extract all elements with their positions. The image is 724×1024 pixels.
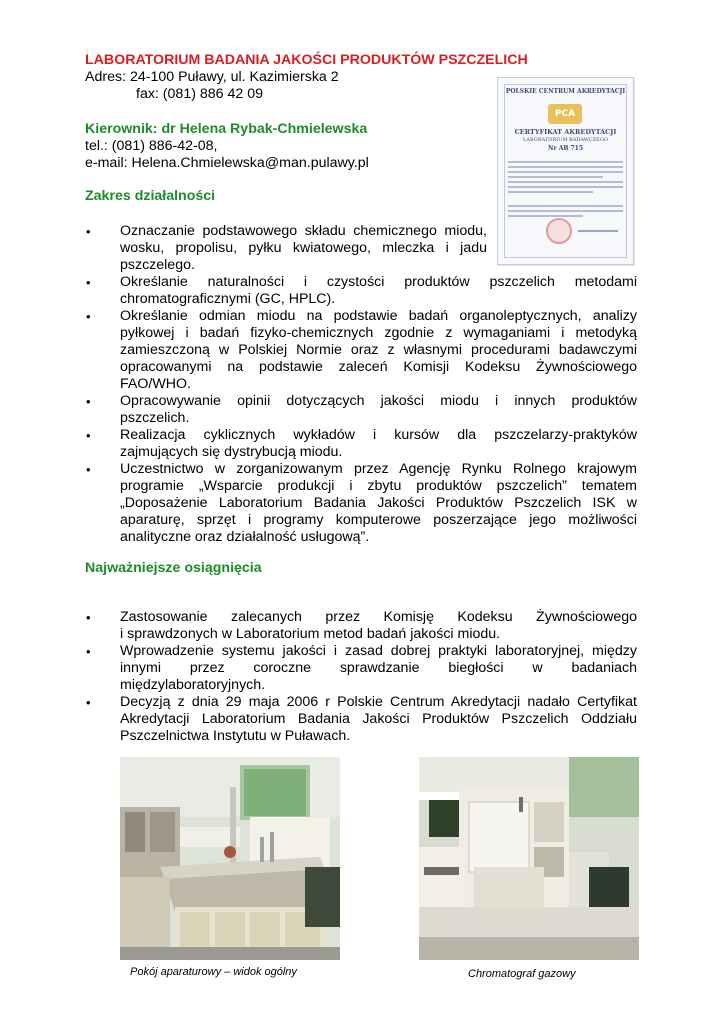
lab-title: LABORATORIUM BADANIA JAKOŚCI PRODUKTÓW PSZCZELICH	[85, 52, 528, 68]
scope-item-line: Opracowywanie opinii dotyczących jakości miodu i innych produktów	[120, 393, 637, 409]
scope-item-line: Określanie naturalności i czystości produktów pszczelich metodami	[120, 274, 637, 290]
achievements-heading: Najważniejsze osiągnięcia	[85, 560, 262, 576]
scope-item-line: pszczelego.	[120, 257, 195, 273]
certificate-title: CERTYFIKAT AKREDYTACJI	[514, 128, 617, 136]
scope-item-line: zajmujących się dystrybucją miodu.	[120, 444, 343, 460]
scope-item-line: analityczne oraz działalność usługową”.	[120, 529, 370, 545]
scope-item-line: Realizacja cyklicznych wykładów i kursów dla pszczelarzy-praktyków	[120, 427, 637, 443]
scope-item-line: programie „Wsparcie produkcji i zbytu produktów pszczelich” tematem	[120, 478, 637, 494]
gas-chromatograph-photo	[419, 757, 639, 960]
scope-item-line: pyłkowej i badań fizyko-chemicznych zgodnie z wymaganiami i metodyką	[120, 325, 637, 341]
manager: Kierownik: dr Helena Rybak-Chmielewska	[85, 121, 368, 137]
certificate-subtitle: LABORATORIUM BADAWCZEGO	[523, 137, 608, 143]
certificate-seal	[546, 218, 572, 244]
achievements-item-line: i sprawdzonych w Laboratorium metod badań jakości miodu.	[120, 626, 501, 642]
address: Adres: 24-100 Puławy, ul. Kazimierska 2	[85, 69, 339, 85]
achievements-item-line: Akredytacji Laboratorium Badania Jakości Produktów Pszczelich Oddziału	[120, 711, 637, 727]
scope-item-line: FAO/WHO.	[120, 376, 191, 392]
apparatus-room-photo	[120, 757, 340, 960]
email: e-mail: Helena.Chmielewska@man.pulawy.pl	[85, 155, 369, 171]
fax: fax: (081) 886 42 09	[136, 86, 263, 102]
accreditation-certificate-image	[497, 77, 634, 265]
scope-item-line: „Doposażenie Laboratorium Badania Jakości Produktów Pszczelich ISK w	[120, 495, 637, 511]
scope-item	[120, 308, 637, 393]
certificate-signature-line	[578, 230, 618, 232]
scope-item-line: opracowanymi na podstawie zaleceń Komisji Kodeksu Żywnościowego	[120, 359, 637, 375]
scope-item	[120, 393, 637, 427]
scope-item-line: pszczelich.	[120, 410, 190, 426]
photo-caption-left: Pokój aparaturowy – widok ogólny	[130, 966, 297, 978]
scope-item-line: zamieszczoną w Polskiej Normie oraz z własnymi procedurami badawczymi	[120, 342, 637, 358]
scope-heading: Zakres działalności	[85, 188, 216, 204]
scope-item-line: chromatograficznymi (GC, HPLC).	[120, 291, 336, 307]
scope-item-line: Uczestnictwo w zorganizowanym przez Agencję Rynku Rolnego krajowym	[120, 461, 637, 477]
achievements-bullet: •	[86, 695, 91, 710]
achievements-item	[120, 609, 637, 643]
certificate-header: POLSKIE CENTRUM AKREDYTACJI	[505, 88, 626, 95]
achievements-item-line: innymi przez coroczne sprawdzanie biegłości w badaniach	[120, 660, 637, 676]
scope-bullet: •	[86, 462, 91, 477]
scope-bullet: •	[86, 224, 91, 239]
scope-item	[120, 427, 637, 461]
achievements-bullet: •	[86, 644, 91, 659]
scope-item-line: wosku, propolisu, pyłku kwiatowego, mleczka i jadu	[120, 240, 487, 256]
achievements-item-line: Zastosowanie zalecanych przez Komisję Kodeksu Żywnościowego	[120, 609, 637, 625]
photo-caption-right: Chromatograf gazowy	[468, 968, 576, 980]
scope-item	[120, 274, 637, 308]
achievements-item-line: Pszczelnictwa Instytutu w Puławach.	[120, 728, 351, 744]
phone: tel.: (081) 886-42-08,	[85, 138, 218, 154]
scope-item	[120, 223, 487, 274]
achievements-item-line: międzylaboratoryjnych.	[120, 677, 266, 693]
achievements-item-line: Wprowadzenie systemu jakości i zasad dobrej praktyki laboratoryjnej, między	[120, 643, 637, 659]
pca-logo: PCA	[548, 104, 582, 124]
certificate-text-lines	[498, 158, 633, 220]
achievements-item-line: Decyzją z dnia 29 maja 2006 r Polskie Centrum Akredytacji nadało Certyfikat	[120, 694, 637, 710]
certificate-number: Nr AB 715	[547, 145, 584, 152]
achievements-item	[120, 694, 637, 745]
scope-bullet: •	[86, 394, 91, 409]
scope-bullet: •	[86, 309, 91, 324]
scope-item	[120, 461, 637, 546]
scope-bullet: •	[86, 275, 91, 290]
scope-item-line: aparaturę, sprzęt i programy komputerowe poszerzające jego możliwości	[120, 512, 637, 528]
scope-item-line: Określanie odmian miodu na podstawie badań organoleptycznych, analizy	[120, 308, 637, 324]
achievements-bullet: •	[86, 610, 91, 625]
scope-bullet: •	[86, 428, 91, 443]
achievements-item	[120, 643, 637, 694]
scope-item-line: Oznaczanie podstawowego składu chemicznego miodu,	[120, 223, 487, 239]
